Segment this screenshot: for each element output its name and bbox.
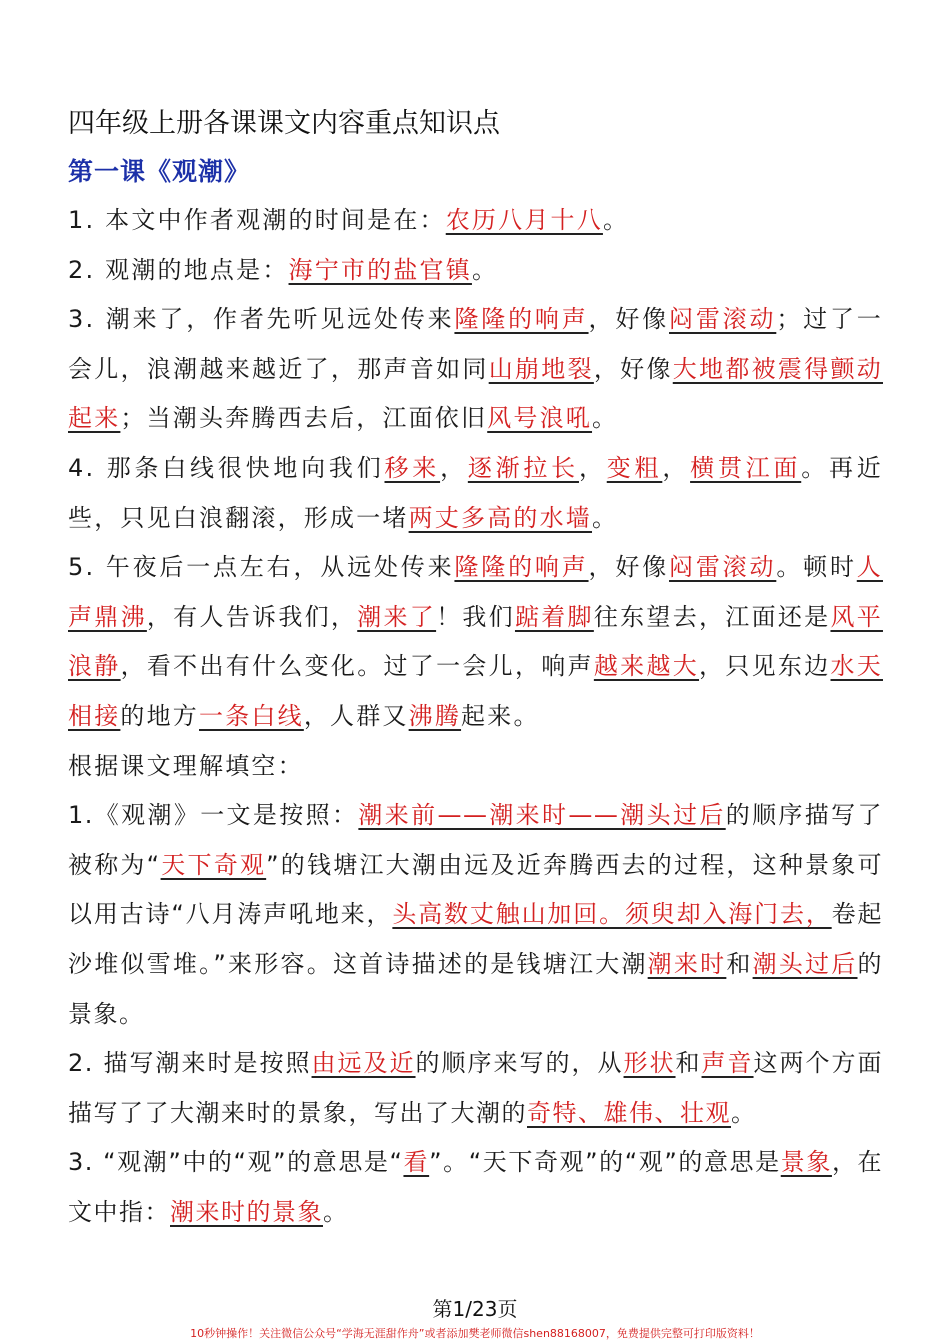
point-3 [68,295,883,444]
document-title: 四年级上册各课课文内容重点知识点 [68,108,500,139]
body-text: ，在文中指： [68,1148,884,1226]
answer-text: 由远及近 [311,1049,416,1078]
page-number: 第1/23页 [432,1297,518,1321]
body-text: 。 [592,503,619,532]
lesson-title: 第一课《观潮》 [68,157,251,186]
body-text: 2. 观潮的地点是： [68,255,289,284]
answer-text: 人声鼎沸 [68,553,883,631]
point-1 [68,196,883,246]
body-text: ”。“天下奇观”的“观”的意思是 [429,1148,781,1177]
answer-text: 沸腾 [408,701,462,730]
body-text: 。 [592,404,619,433]
body-text: 1.《观潮》一文是按照： [68,801,359,830]
body-text: 5. 午夜后一点左右，从远处传来 [68,553,455,582]
point-5 [68,543,883,741]
body-text: ；过了一会儿，浪潮越来越近了，那声音如同 [68,305,883,383]
answer-text: 声音 [701,1049,754,1078]
answer-text: 农历八月十八 [445,206,603,234]
body-text: ，看不出有什么变化。过了一会儿，响声 [120,652,594,681]
body-text: 往东望去，江面还是 [593,602,831,631]
body-text: ”的钱塘江大潮由远及近奔腾西去的过程，这种景象可以用古诗“八月涛声吼地来， [68,850,884,929]
answer-text: 潮头过后 [752,949,858,978]
answer-text: 头高数丈触山加回。须臾却入海门去， [392,900,832,929]
answer-text: 山崩地裂 [488,354,594,383]
answer-text: 移来 [384,453,441,482]
body-text: 2. 描写潮来时是按照 [68,1049,312,1078]
body-text: 。 [471,255,499,284]
body-text: 。 [602,206,630,234]
body-text: ， [440,453,468,482]
answer-text: 天下奇观 [160,850,267,879]
answer-text: 隆隆的响声 [454,553,589,582]
answer-text: 闷雷滚动 [669,305,777,334]
body-text: 4. 那条白线很快地向我们 [68,453,385,482]
body-text: 起来。 [461,701,540,730]
answer-text: 横贯江面 [690,453,802,482]
body-text: 3. “观潮”中的“观”的意思是“ [68,1148,404,1177]
body-text: 。再近些，只见白浪翻滚，形成一堵 [68,453,883,532]
body-text: ，有人告诉我们， [146,602,358,631]
answer-text: 潮来时的景象 [170,1197,323,1226]
body-text: 的顺序描写了被称为“ [68,801,884,879]
answer-text: 水天相接 [68,652,883,730]
fill-item-2 [68,1039,883,1138]
footer-promo-note: 10秒钟操作！关注微信公众号“学海无涯甜作舟”或者添加樊老师微信shen88168007，免费提供完整可打印版资料！ [190,1327,760,1340]
answer-text: 逐渐拉长 [467,453,579,482]
answer-text: 踮着脚 [514,602,594,631]
answer-text: 潮来前——潮来时——潮头过后 [358,801,726,830]
answer-text: 越来越大 [593,652,700,681]
body-text: 。 [323,1197,349,1226]
answer-text: 一条白线 [199,701,304,730]
body-text: 这两个方面描写了了大潮来时的景象，写出了大潮的 [68,1049,884,1127]
body-text: ， [662,453,691,482]
body-text: 卷起沙堆似雪堆。”来形容。这首诗描述的是钱塘江大潮 [68,900,884,978]
answer-text: 潮来时 [647,949,727,978]
answer-text: 海宁市的盐官镇 [288,255,472,284]
answer-text: 风平浪静 [68,602,883,681]
answer-text: 形状 [623,1049,676,1078]
body-text: 的地方 [120,701,200,730]
knowledge-points [68,196,883,742]
body-text: 1. 本文中作者观潮的时间是在： [68,206,446,234]
body-text: 。顿时 [776,553,857,582]
body-text: ；当潮头奔腾西去后，江面依旧 [120,404,488,433]
body-text: ，只见东边 [699,652,831,681]
answer-text: 景象 [780,1148,832,1177]
answer-text: 变粗 [606,453,663,482]
body-text: ， [578,453,607,482]
body-text: 。 [731,1098,757,1127]
answer-text: 隆隆的响声 [454,305,589,334]
body-text: ，好像 [588,305,670,334]
answer-text: 看 [403,1148,430,1177]
answer-text: 大地都被震得颤动起来 [68,354,883,433]
body-text: 的景象。 [68,949,884,1028]
body-text: ！我们 [436,602,515,631]
fill-in-exercises [68,791,883,1237]
body-text: 和 [675,1049,702,1078]
point-2 [68,246,883,296]
answer-text: 风号浪吼 [487,404,593,433]
body-text: ，人群又 [303,701,409,730]
fill-item-1 [68,791,883,1039]
answer-text: 奇特、雄伟、壮观 [527,1098,731,1127]
point-4 [68,444,883,543]
section-heading: 根据课文理解填空： [68,751,304,780]
answer-text: 闷雷滚动 [669,553,777,582]
body-text: 的顺序来写的，从 [415,1049,624,1078]
body-text: 和 [726,949,753,978]
answer-text: 潮来了 [357,602,437,631]
body-text: 3. 潮来了，作者先听见远处传来 [68,305,455,334]
body-text: ，好像 [588,553,670,582]
document-page [68,98,883,1237]
answer-text: 两丈多高的水墙 [408,503,593,532]
body-text: ，好像 [593,354,673,383]
fill-item-3 [68,1138,883,1237]
